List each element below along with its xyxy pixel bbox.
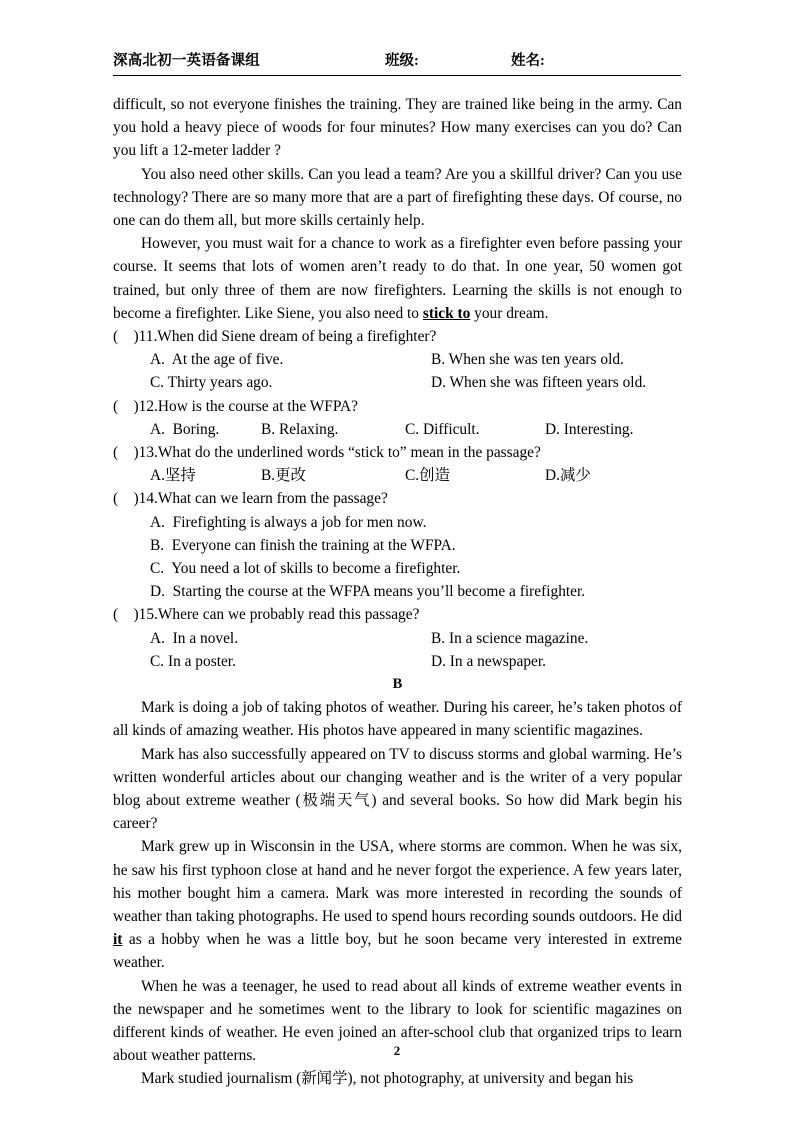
question-options-15-row2: [113, 650, 682, 673]
question-stem-13: ( )13.What do the underlined words “stick to” mean in the passage?: [113, 444, 541, 461]
passage-b-paragraph: When he was a teenager, he used to read about all kinds of extreme weather events in the newspaper and he sometimes went to the library to look for scientific magazines on different kinds of weather. He even joined an after-school club that organized trips to learn about weather patterns.: [113, 977, 682, 1065]
option-13-a[interactable]: A.坚持: [150, 467, 196, 485]
option-13-d[interactable]: D.减少: [545, 467, 591, 485]
passage-text-segment: However, you must wait for a chance to work as a firefighter even before passing your course. It seems that lots of women aren’t ready to do that. In one year, 50 women got trained, but only three of them are now firefighters. Learning the skills is not enough to become a firefighter. Like Siene, you also need to: [113, 235, 682, 322]
option-11-d[interactable]: D. When she was fifteen years old.: [431, 374, 647, 392]
page-header: [113, 50, 681, 76]
section-heading-b: B: [392, 675, 403, 692]
option-15-a[interactable]: A. In a novel.: [150, 629, 239, 647]
question-options-12: [113, 418, 682, 441]
option-15-d[interactable]: D. In a newspaper.: [431, 652, 546, 670]
passage-text-segment: as a hobby when he was a little boy, but he soon became very interested in extreme weather.: [113, 931, 682, 972]
passage-b-camera-paragraph: [113, 835, 682, 974]
question-stem-11: ( )11.When did Siene dream of being a firefighter?: [113, 328, 437, 346]
option-12-b[interactable]: B. Relaxing.: [261, 420, 339, 438]
passage-b-paragraph: Mark is doing a job of taking photos of weather. During his career, he’s taken photos of all kinds of amazing weather. His photos have appeared in many scientific magazines.: [113, 699, 682, 740]
question-stem-12: ( )12.How is the course at the WFPA?: [113, 397, 358, 415]
question-options-11-row1: [113, 348, 682, 371]
option-11-b[interactable]: B. When she was ten years old.: [431, 351, 624, 369]
option-12-a[interactable]: A. Boring.: [150, 420, 220, 438]
option-14-d[interactable]: D. Starting the course at the WFPA means you’ll become a firefighter.: [150, 583, 586, 601]
passage-a-paragraph: difficult, so not everyone finishes the training. They are trained like being in the army. Can you hold a heavy piece of woods for four minutes? How many exercises can you do? Can you lift a 12-meter ladder ?: [113, 96, 682, 160]
underlined-phrase-stick-to: stick to: [422, 304, 471, 322]
question-stem-14: ( )14.What can we learn from the passage?: [113, 490, 388, 508]
option-14-b[interactable]: B. Everyone can finish the training at the WFPA.: [150, 536, 456, 554]
question-options-11-row2: [113, 371, 682, 394]
passage-text-segment: your dream.: [470, 304, 549, 322]
underlined-word-it: it: [113, 931, 123, 949]
passage-b-last-paragraph: Mark studied journalism (新闻学), not photography, at university and began his: [141, 1070, 634, 1088]
option-15-c[interactable]: C. In a poster.: [150, 652, 236, 670]
option-13-b[interactable]: B.更改: [261, 467, 306, 485]
option-14-a[interactable]: A. Firefighting is always a job for men now.: [150, 513, 427, 531]
question-stem-15: ( )15.Where can we probably read this passage?: [113, 606, 420, 624]
question-options-13: [113, 464, 682, 487]
header-group-label: 深高北初一英语备课组: [113, 53, 260, 69]
option-13-c[interactable]: C.创造: [405, 467, 450, 485]
option-14-c[interactable]: C. You need a lot of skills to become a firefighter.: [150, 560, 461, 577]
header-class-label: 班级:: [385, 53, 419, 69]
passage-text-segment: Mark grew up in Wisconsin in the USA, where storms are common. When he was six, he saw his first typhoon close at hand and he never forgot the experience. A few years later, his mother bought him a camera. Mark was more interested in recording the sounds of weather than taking photographs. He used to spend hours recording sounds outdoors. He did: [113, 838, 682, 926]
question-options-15-row1: [113, 627, 682, 650]
passage-a-final-paragraph: [113, 232, 682, 325]
passage-b-paragraph: Mark has also successfully appeared on TV to discuss storms and global warming. He’s written wonderful articles about our changing weather and is the writer of a very popular blog about extreme weather (极端天气) and several books. So how did Mark begin his career?: [113, 745, 682, 833]
option-11-a[interactable]: A. At the age of five.: [150, 351, 284, 369]
header-name-label: 姓名:: [511, 53, 545, 69]
option-15-b[interactable]: B. In a science magazine.: [431, 629, 589, 647]
option-12-d[interactable]: D. Interesting.: [545, 420, 634, 438]
page-number: 2: [393, 1043, 401, 1058]
page-content: [113, 93, 682, 1091]
passage-a-paragraph: You also need other skills. Can you lead a team? Are you a skillful driver? Can you use technology? There are so many more that are a part of firefighting these days. Of course, no one can do them all, but more skills certainly help.: [113, 165, 682, 230]
option-12-c[interactable]: C. Difficult.: [405, 420, 480, 438]
option-11-c[interactable]: C. Thirty years ago.: [150, 374, 273, 392]
